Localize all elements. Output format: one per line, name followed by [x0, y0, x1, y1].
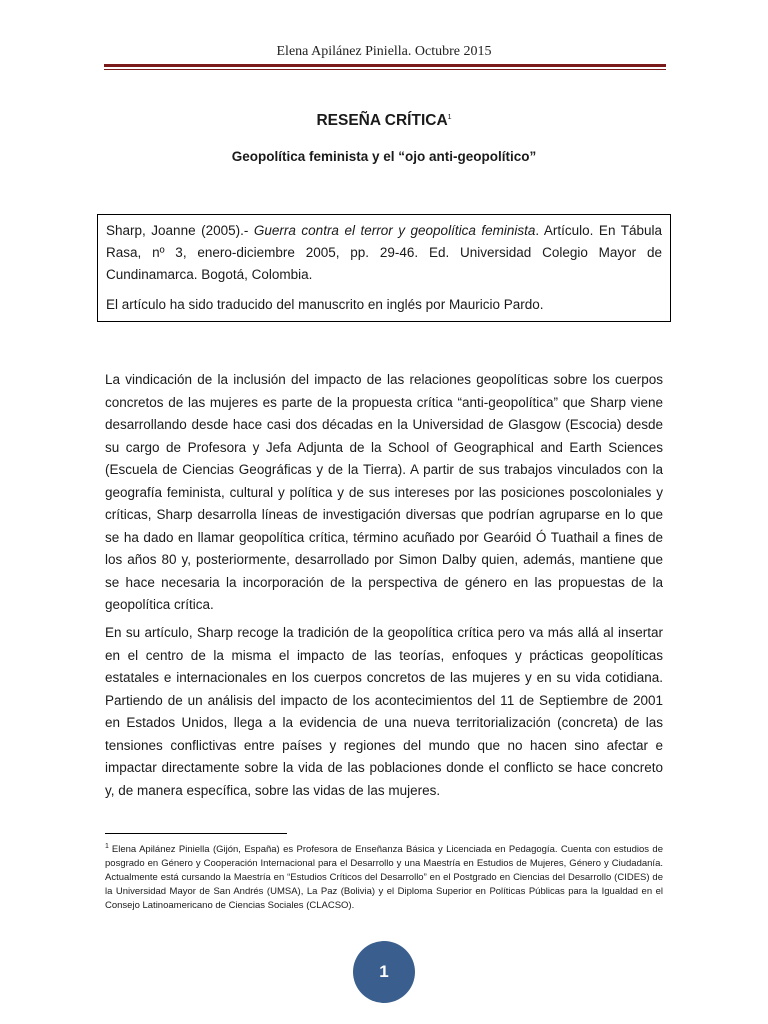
header-rule: [104, 64, 666, 67]
citation-translation-note: El artículo ha sido traducido del manuscrito en inglés por Mauricio Pardo.: [106, 297, 544, 312]
footnote-text: Elena Apilánez Piniella (Gijón, España) es Profesora de Enseñanza Básica y Licenciada en Pedagogía. Cuenta con estudios de posgrado en Género y Cooperación Internacional para el Desarrollo y una Maestría en Estudios de Mujeres, Género y Ciudadanía. Actualmente está cursando la Maestría en “Estudios Críticos del Desarrollo” en el Postgrado en Ciencias del Desarrollo (CIDES) de la Universidad Mayor de San Andrés (UMSA), La Paz (Bolivia) y el Diploma Superior en Políticas Públicas para la Igualdad en el Consejo Latinoamericano de Ciencias Sociales (CLACSO).: [105, 844, 663, 912]
body-paragraph-1: La vindicación de la inclusión del impacto de las relaciones geopolíticas sobre los cuerpos concretos de las mujeres es parte de la propuesta crítica “anti-geopolítica” que Sharp viene desarrollando desde hace casi dos décadas en la Universidad de Glasgow (Escocia) desde su cargo de Profesora y Jefa Adjunta de la School of Geographical and Earth Sciences (Escuela de Ciencias Geográficas y de la Tierra). A partir de sus trabajos vinculados con la geografía feminista, cultural y política y de sus intereses por las posiciones poscoloniales y críticas, Sharp desarrolla líneas de investigación diversas que podrían agruparse en lo que se ha dado en llamar geopolítica crítica, término acuñado por Gearóid Ó Tuathail a fines de los años 80 y, posteriormente, desarrollado por Simon Dalby quien, además, mantiene que se hace necesaria la incorporación de la perspectiva de género en las propuestas de la geopolítica crítica.: [105, 372, 663, 612]
document-title: [0, 112, 768, 130]
document-subtitle: Geopolítica feminista y el “ojo anti-geopolítico”: [231, 149, 537, 164]
title-footnote-ref: 1: [447, 113, 452, 121]
footnote: [105, 840, 663, 913]
citation-author: Sharp, Joanne (2005).-: [106, 223, 254, 238]
citation-reference: [106, 220, 662, 286]
citation-details: . Artículo. En Tábula Rasa, nº 3, enero-diciembre 2005, pp. 29-46. Ed. Universidad Colegio Mayor de Cundinamarca. Bogotá, Colombia.: [106, 223, 662, 282]
page-number-badge: [353, 941, 415, 1003]
page-header: Elena Apilánez Piniella. Octubre 2015: [276, 44, 492, 59]
footnote-mark: 1: [105, 843, 109, 850]
citation-work-title: Guerra contra el terror y geopolítica feminista: [253, 223, 536, 238]
body-paragraph-2: En su artículo, Sharp recoge la tradición de la geopolítica crítica pero va más allá al insertar en el centro de la misma el impacto de las teorías, enfoques y prácticas geopolíticas estatales e internacionales en los cuerpos concretos de las mujeres y en su vida cotidiana. Partiendo de un análisis del impacto de los acontecimientos del 11 de Septiembre de 2001 en Estados Unidos, llega a la evidencia de una nueva territorialización (concreta) de las tensiones conflictivas entre países y regiones del mundo que no hacen sino afectar e impactar directamente sobre la vida de las poblaciones donde el conflicto se hace concreto y, de manera específica, sobre las vidas de las mujeres.: [105, 625, 663, 798]
page-number: 1: [379, 962, 389, 981]
title-text: RESEÑA CRÍTICA: [316, 112, 448, 129]
footnote-separator: [105, 833, 287, 834]
citation-box: [97, 214, 671, 322]
header-rule-thin: [104, 69, 666, 70]
